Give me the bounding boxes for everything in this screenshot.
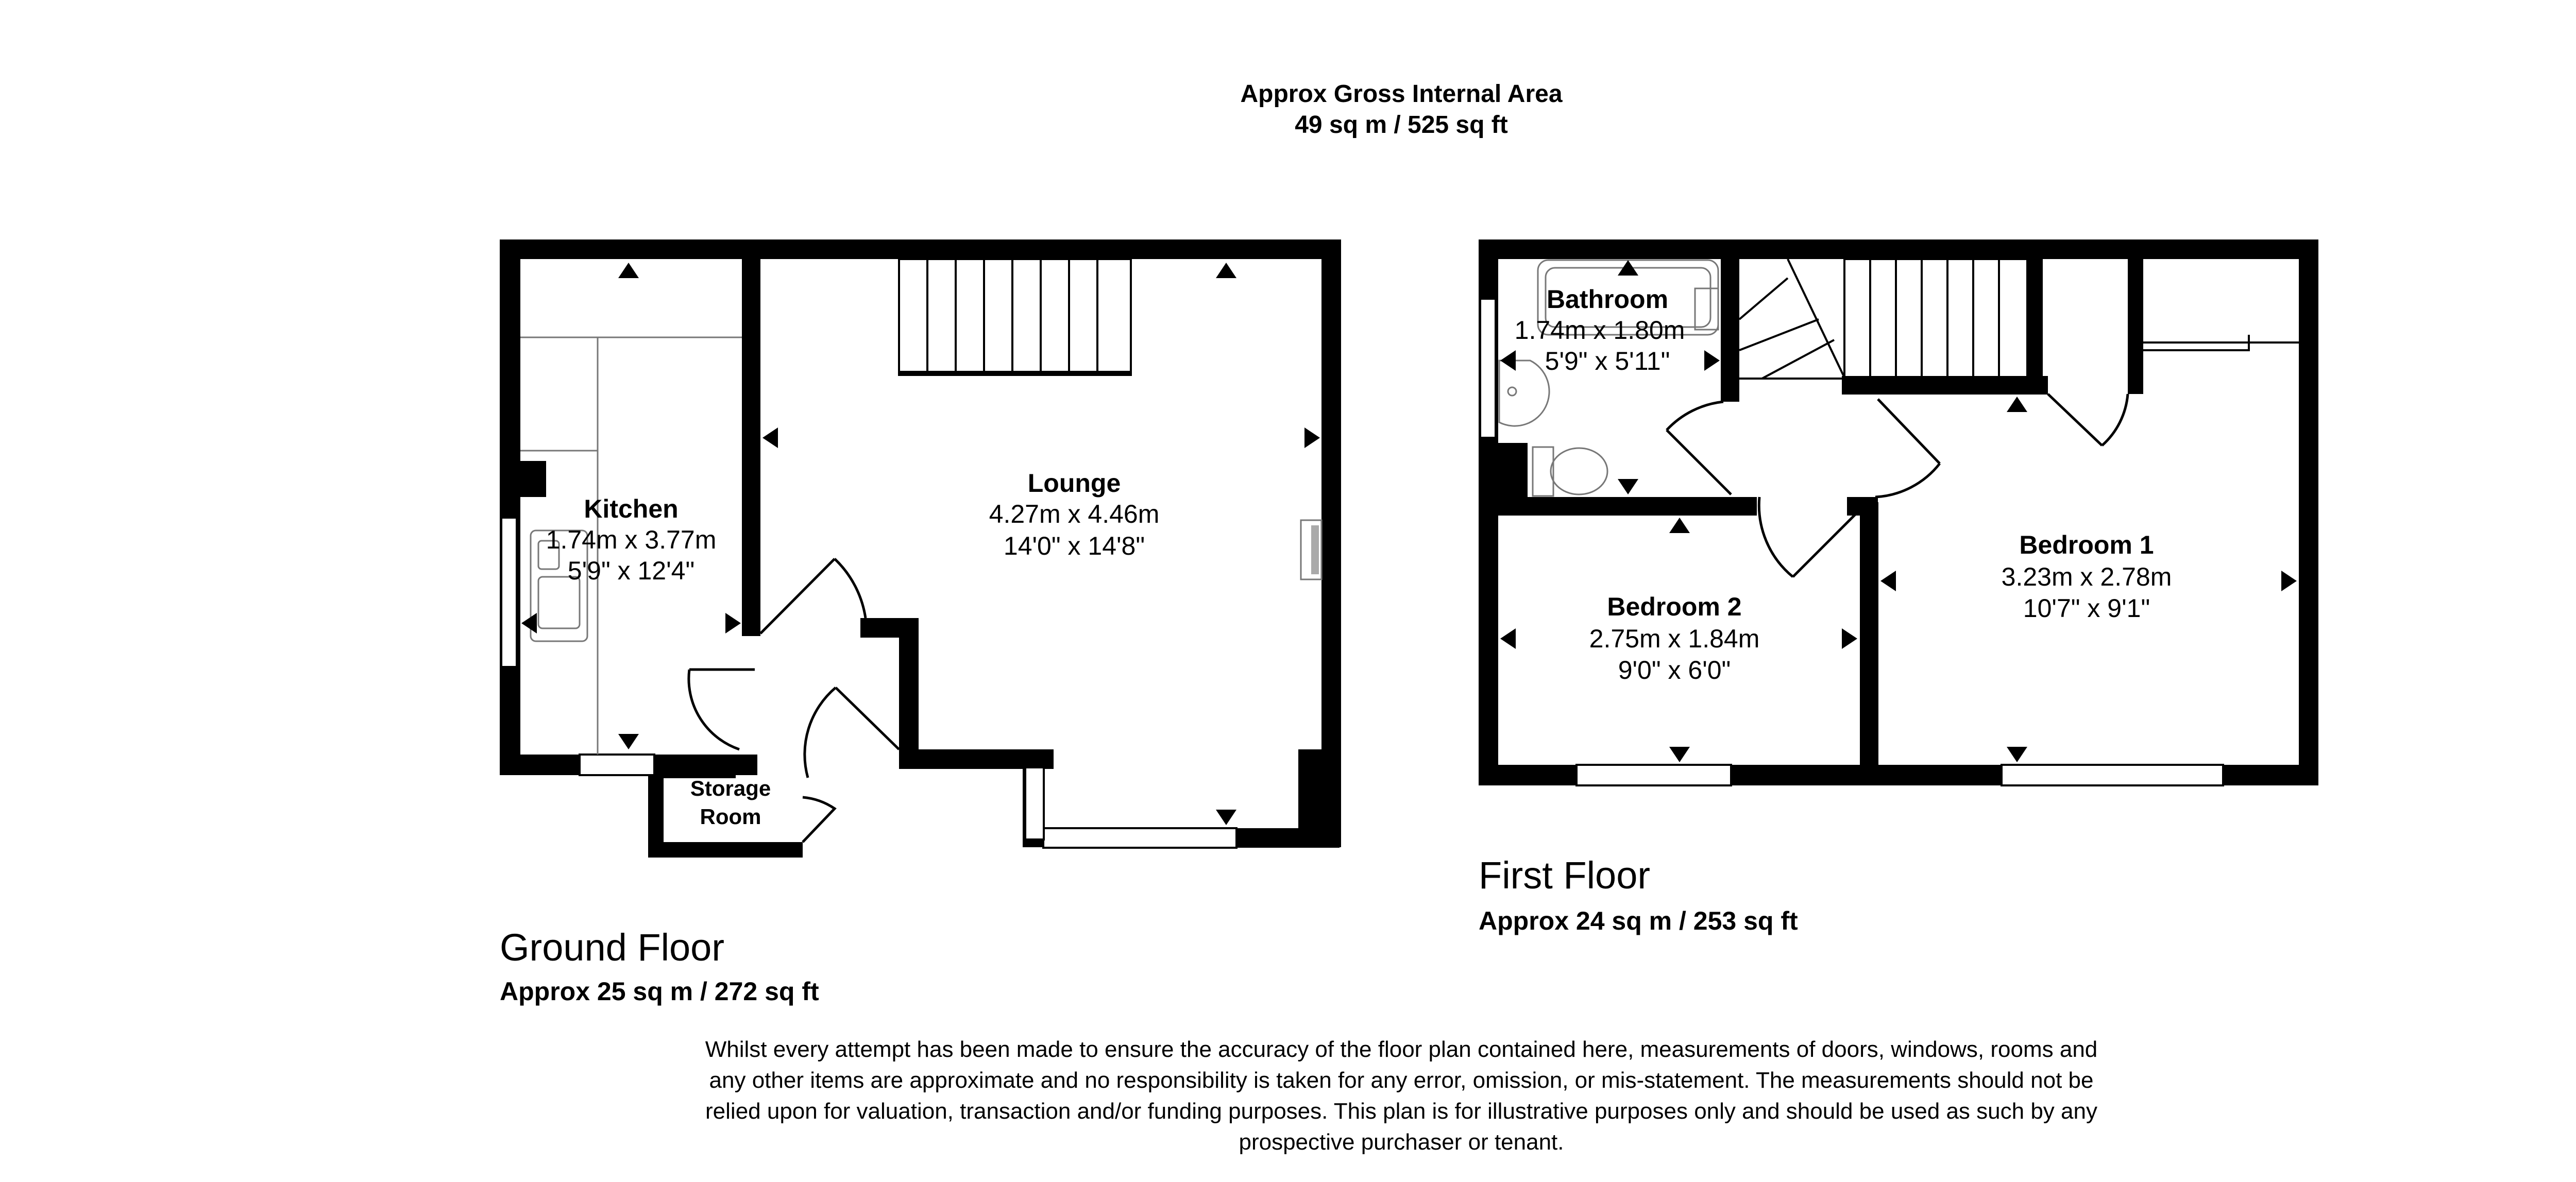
kitchen-arrow-left <box>521 613 537 633</box>
bedroom1-name: Bedroom 1 <box>2019 530 2154 559</box>
kitchen-arrow-right <box>725 613 741 633</box>
bedroom1-metric: 3.23m x 2.78m <box>2001 562 2172 591</box>
ground-floor-area: Approx 25 sq m / 272 sq ft <box>500 977 819 1006</box>
kitchen-arrow-top <box>618 263 639 278</box>
bedroom1-arrow-bottom <box>2007 747 2027 762</box>
bedroom1-arrow-right <box>2281 571 2297 591</box>
bedroom2-metric: 2.75m x 1.84m <box>1589 624 1760 653</box>
gross-area-value: 49 sq m / 525 sq ft <box>1295 111 1508 139</box>
lounge-door-icon <box>760 559 866 633</box>
storage-name-line1: Storage <box>690 776 771 800</box>
bedroom2-name: Bedroom 2 <box>1607 592 1742 621</box>
storage-name-line2: Room <box>700 804 761 829</box>
bathroom-metric: 1.74m x 1.80m <box>1514 316 1685 345</box>
bedroom1-arrow-left <box>1880 571 1896 591</box>
stairs-ground <box>927 259 1097 375</box>
bedroom1-imperial: 10'7" x 9'1" <box>2023 594 2150 623</box>
washbasin-icon <box>1499 361 1549 426</box>
disclaimer-line: relied upon for valuation, transaction and/or funding purposes. This plan is for illustrative purposes only and should be used as such by any <box>705 1099 2097 1124</box>
kitchen-imperial: 5'9" x 12'4" <box>567 556 695 585</box>
cupboard-door-icon <box>2048 394 2128 446</box>
bedroom1-arrow-top <box>2007 397 2027 412</box>
bathroom-name: Bathroom <box>1546 285 1669 314</box>
bathroom-door-icon <box>1667 402 1731 494</box>
lounge-arrow-bottom <box>1216 810 1236 825</box>
kitchen-arrow-bottom <box>618 734 639 749</box>
kitchen-name: Kitchen <box>584 494 679 523</box>
kitchen-metric: 1.74m x 3.77m <box>546 525 717 554</box>
bathroom-arrow-bottom <box>1618 479 1638 494</box>
first-floor-title: First Floor <box>1479 854 1650 897</box>
ground-floor-plan <box>500 239 1341 1006</box>
first-floor-area: Approx 24 sq m / 253 sq ft <box>1479 906 1798 935</box>
disclaimer-line: any other items are approximate and no responsibility is taken for any error, omission, or mis-statement. The measurements should not be <box>709 1068 2094 1093</box>
lounge-metric: 4.27m x 4.46m <box>989 500 1160 528</box>
gross-area-heading: Approx Gross Internal Area <box>1240 80 1563 108</box>
bedroom2-door-icon <box>1759 497 1860 577</box>
disclaimer <box>705 1037 2098 1155</box>
lounge-arrow-left <box>762 427 778 448</box>
bathroom-imperial: 5'9" x 5'11" <box>1545 347 1670 375</box>
bedroom2-arrow-left <box>1500 628 1516 649</box>
stairs-first <box>1739 259 2027 379</box>
bedroom1-door-icon <box>1875 399 1940 497</box>
ground-floor-title: Ground Floor <box>500 926 724 969</box>
bathroom-arrow-right <box>1704 350 1720 371</box>
lounge-arrow-top <box>1216 263 1236 278</box>
lounge-arrow-right <box>1304 427 1320 448</box>
lounge-imperial: 14'0" x 14'8" <box>1003 532 1145 560</box>
storage-door-icon <box>803 797 835 842</box>
bedroom2-arrow-right <box>1842 628 1857 649</box>
bathroom-arrow-left <box>1500 350 1516 371</box>
disclaimer-line: Whilst every attempt has been made to ensure the accuracy of the floor plan contained here, measurements of doors, windows, rooms and <box>705 1037 2098 1062</box>
disclaimer-line: prospective purchaser or tenant. <box>1239 1129 1564 1155</box>
bedroom2-arrow-bottom <box>1669 747 1690 762</box>
bedroom2-imperial: 9'0" x 6'0" <box>1618 656 1731 684</box>
first-floor-plan <box>1479 239 2318 935</box>
toilet-icon <box>1533 447 1607 496</box>
lounge-name: Lounge <box>1027 469 1121 498</box>
bedroom2-arrow-top <box>1669 518 1690 533</box>
